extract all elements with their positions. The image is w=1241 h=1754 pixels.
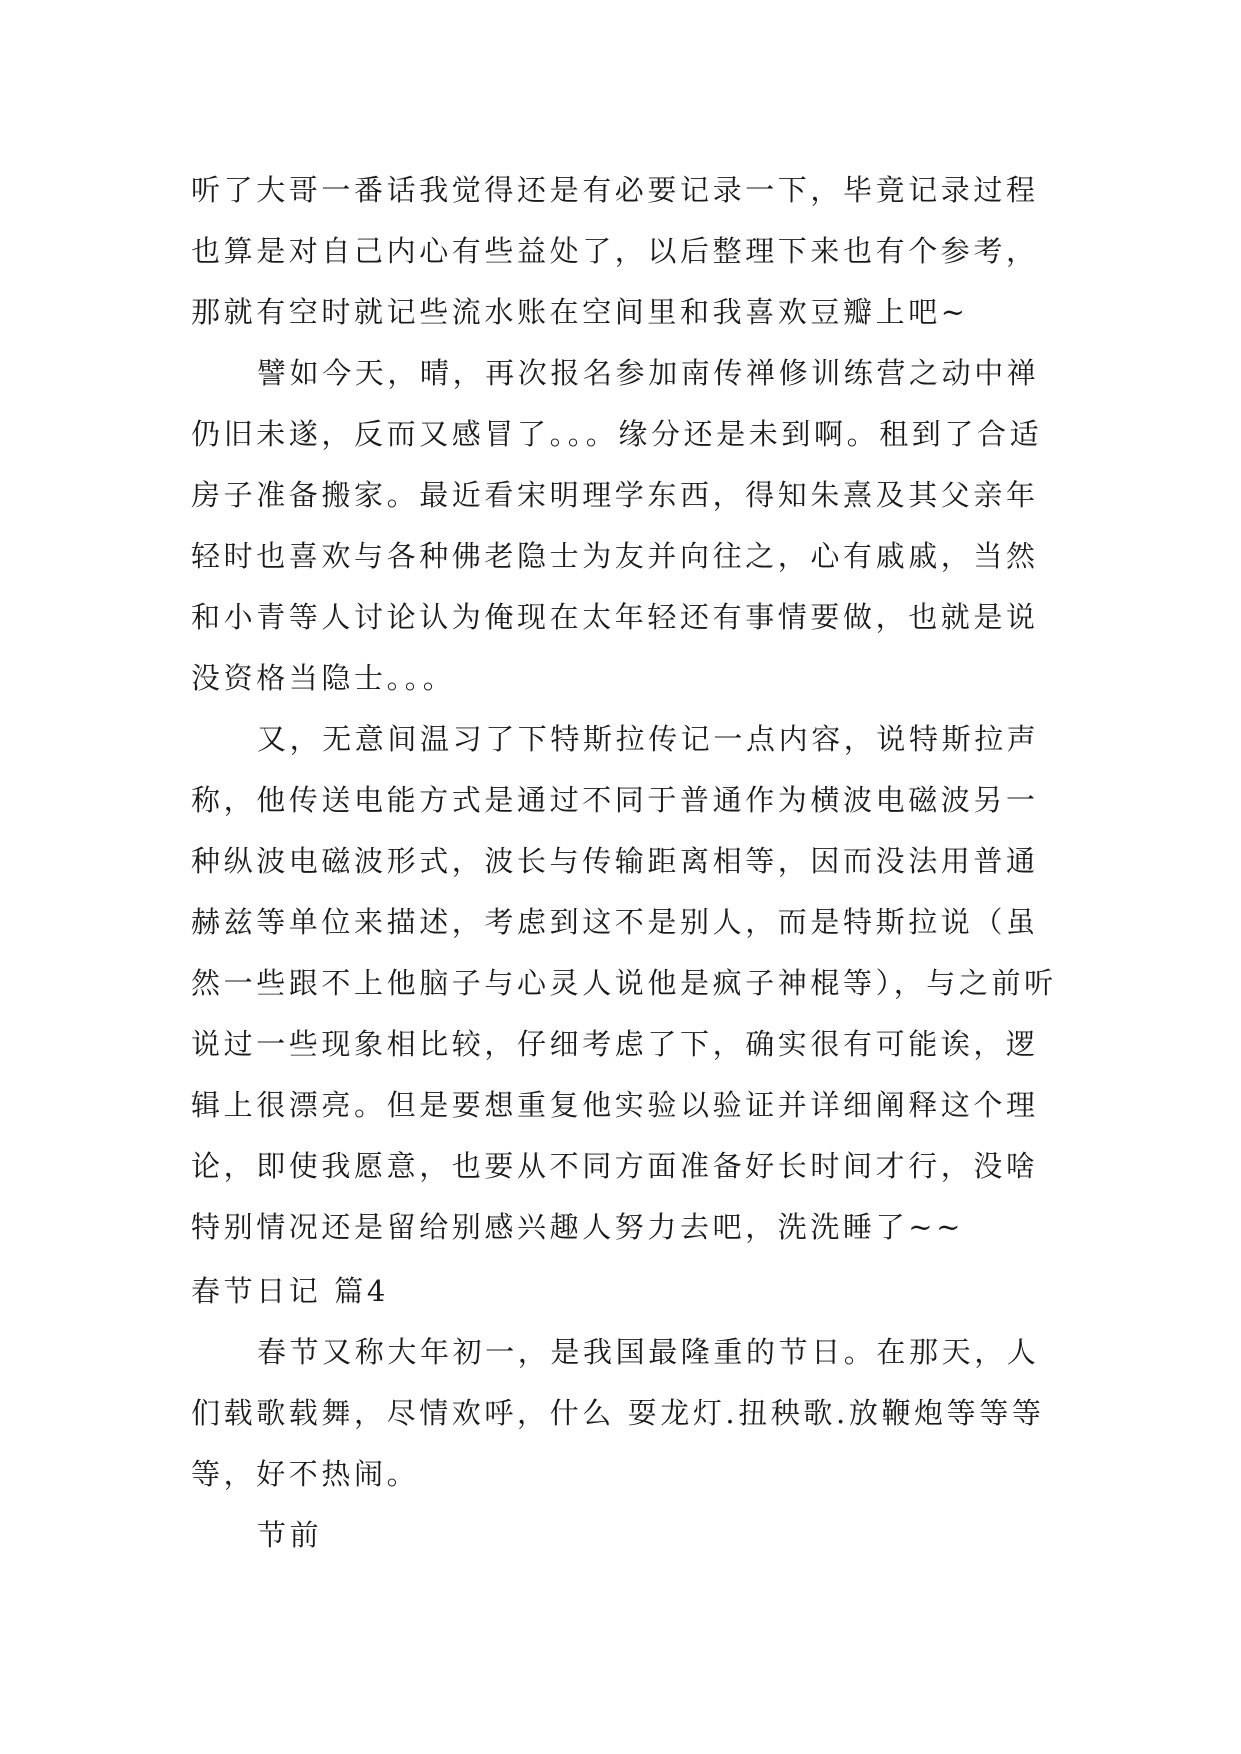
paragraph: 春节又称大年初一，是我国最隆重的节日。在那天，人们载歌载舞，尽情欢呼，什么 耍龙灯.扭秧歌.放鞭炮等等等等，好不热闹。 — [191, 1335, 1045, 1491]
section-heading: 春节日记 篇4 — [191, 1274, 389, 1308]
current-entry-body — [191, 1322, 1071, 1566]
previous-entry-body — [191, 160, 1071, 1258]
paragraph: 譬如今天，晴，再次报名参加南传禅修训练营之动中禅仍旧未遂，反而又感冒了。。。缘分还是未到啊。租到了合适房子准备搬家。最近看宋明理学东西，得知朱熹及其父亲年轻时也喜欢与各种佛老隐士为友并向往之，心有戚戚，当然和小青等人讨论认为俺现在太年轻还有事情要做，也就是说没资格当隐士。。。 — [191, 356, 1043, 695]
paragraph: 节前 — [257, 1518, 323, 1552]
paragraph: 又，无意间温习了下特斯拉传记一点内容，说特斯拉声称，他传送电能方式是通过不同于普通作为横波电磁波另一种纵波电磁波形式，波长与传输距离相等，因而没法用普通赫兹等单位来描述，考虑到这不是别人，而是特斯拉说（虽然一些跟不上他脑子与心灵人说他是疯子神棍等），与之前听说过一些现象相比较，仔细考虑了下，确实很有可能诶，逻辑上很漂亮。但是要想重复他实验以验证并详细阐释这个理论，即使我愿意，也要从不同方面准备好长时间才行，没啥特别情况还是留给别感兴趣人努力去吧，洗洗睡了~~ — [191, 722, 1057, 1244]
paragraph: 听了大哥一番话我觉得还是有必要记录一下，毕竟记录过程也算是对自己内心有些益处了，以后整理下来也有个参考，那就有空时就记些流水账在空间里和我喜欢豆瓣上吧~ — [191, 173, 1039, 329]
